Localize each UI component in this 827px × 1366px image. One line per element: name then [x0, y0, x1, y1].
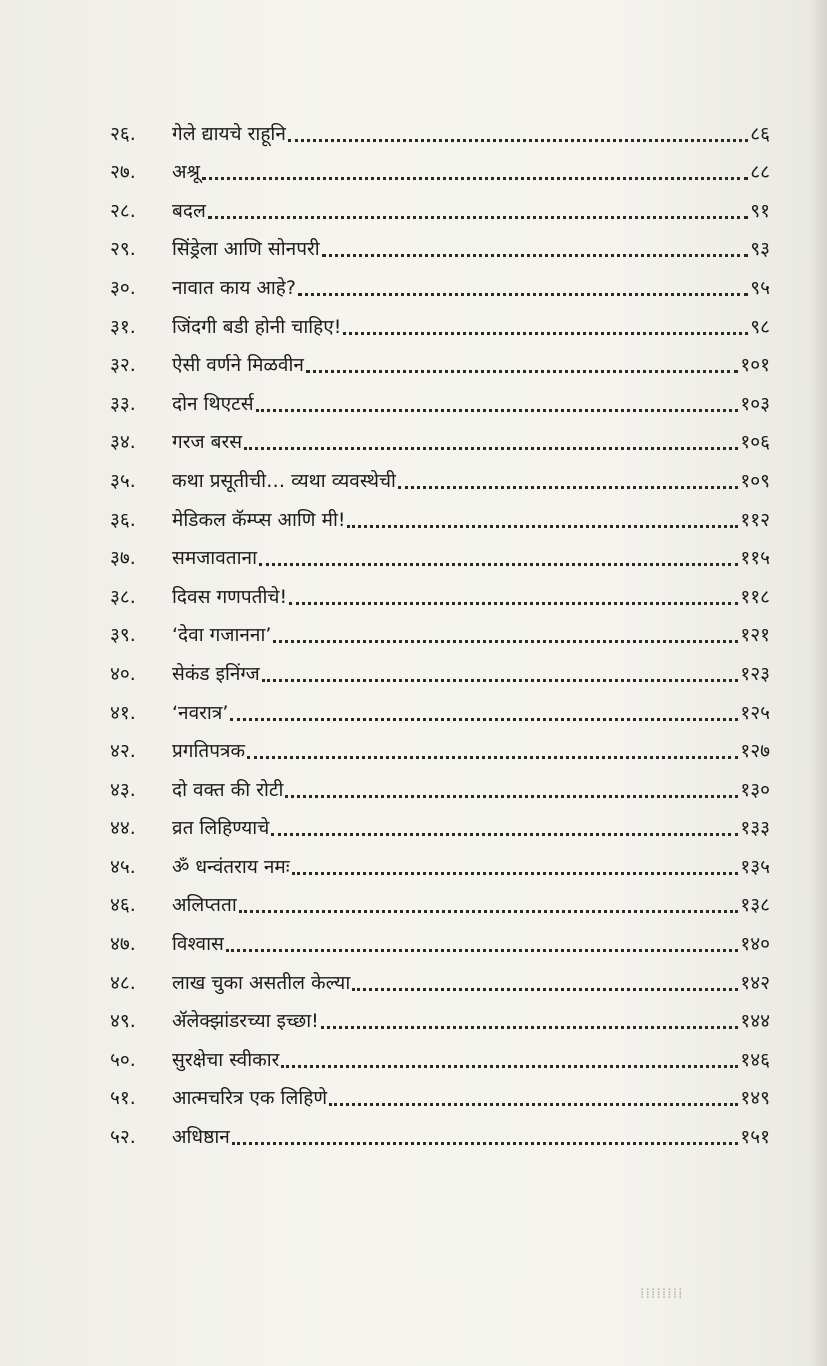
dot-leader [347, 524, 738, 528]
dot-leader [247, 755, 738, 759]
toc-entry [110, 571, 770, 610]
toc-entry [110, 455, 770, 494]
toc-entry [110, 417, 770, 456]
toc-entry-number: २६. [110, 122, 136, 145]
toc-entry-page-number: १०६ [740, 431, 770, 454]
toc-entry [110, 1034, 770, 1073]
toc-entry-number: ३६. [110, 508, 136, 531]
dot-leader [322, 253, 749, 257]
toc-entry [110, 803, 770, 842]
toc-entry-number: ४३. [110, 778, 136, 801]
toc-entry-title: बदल [172, 199, 206, 222]
toc-entry-page-number: १३८ [740, 894, 770, 917]
toc-entry-title: सिंड्रेला आणि सोनपरी [172, 238, 320, 261]
toc-entry-page-number: १३३ [740, 817, 770, 840]
toc-entry-number: २९. [110, 238, 136, 261]
dot-leader [292, 871, 739, 875]
toc-entry-page-number: ८८ [750, 161, 770, 184]
toc-entry-title: अलिप्तता [172, 894, 237, 917]
dot-leader [289, 601, 738, 605]
toc-entry [110, 108, 770, 147]
toc-entry-page-number: १२५ [740, 701, 770, 724]
toc-entry-title: ‘देवा गजानना’ [172, 624, 272, 647]
toc-entry-page-number: १२७ [740, 740, 770, 763]
toc-entry-number: ३७. [110, 547, 136, 570]
toc-entry-number: ४०. [110, 662, 136, 685]
toc-entry-title: जिंदगी बडी होनी चाहिए! [172, 315, 342, 338]
toc-entry-number: ५०. [110, 1048, 136, 1071]
toc-entry-page-number: १५१ [740, 1126, 770, 1149]
toc-entry-number: ४८. [110, 971, 136, 994]
dot-leader [281, 1064, 738, 1068]
toc-entry-title: प्रगतिपत्रक [172, 740, 246, 763]
toc-entry-number: ४७. [110, 933, 136, 956]
toc-entry-title: मेडिकल कॅम्प्स आणि मी! [172, 508, 346, 531]
toc-entry-number: ३४. [110, 431, 136, 454]
toc-entry-number: २८. [110, 199, 136, 222]
toc-entry-title: नावात काय आहे? [172, 276, 296, 299]
toc-entry-page-number: १०१ [740, 354, 770, 377]
toc-entry-title: विश्वास [172, 933, 224, 956]
dot-leader [230, 717, 738, 721]
dot-leader [239, 909, 739, 913]
toc-entry-page-number: ११८ [740, 585, 770, 608]
toc-entry-page-number: १०९ [740, 469, 770, 492]
toc-entry-page-number: १४० [740, 933, 770, 956]
toc-entry-title: कथा प्रसूतीची… व्यथा व्यवस्थेची [172, 469, 396, 492]
toc-entry-title: समजावताना [172, 547, 258, 570]
dot-leader [298, 292, 748, 296]
toc-entry-page-number: १४४ [740, 1010, 770, 1033]
toc-entry [110, 301, 770, 340]
toc-entry-number: ४२. [110, 740, 136, 763]
toc-entry [110, 880, 770, 919]
toc-entry-page-number: १२१ [740, 624, 770, 647]
toc-entry-title: अधिष्ठान [172, 1126, 230, 1149]
dot-leader [226, 948, 738, 952]
toc-entry-title: गेले द्यायचे राहूनि [172, 122, 286, 145]
toc-entry-page-number: १२३ [740, 662, 770, 685]
toc-entry-number: ४५. [110, 855, 136, 878]
toc-entry-number: ५२. [110, 1126, 136, 1149]
dot-leader [273, 639, 738, 643]
toc-entry-title: गरज बरस [172, 431, 243, 454]
page-bottom-mark: ⁞⁞⁞⁞⁞⁞⁞⁞ [640, 1286, 684, 1302]
toc-entry-title: सुरक्षेचा स्वीकार [172, 1048, 280, 1071]
toc-entry [110, 533, 770, 572]
toc-entry-number: ४१. [110, 701, 136, 724]
dot-leader [208, 215, 748, 219]
toc-entry [110, 764, 770, 803]
toc-entry-page-number: १४९ [740, 1087, 770, 1110]
toc-entry-number: २७. [110, 161, 136, 184]
toc-entry-number: ३२. [110, 354, 136, 377]
toc-entry-title: दिवस गणपतीचे! [172, 585, 288, 608]
dot-leader [398, 485, 738, 489]
table-of-contents [110, 108, 770, 1150]
toc-entry-title: अश्रू [172, 161, 200, 184]
toc-entry [110, 224, 770, 263]
toc-entry [110, 996, 770, 1035]
toc-entry-number: ३०. [110, 276, 136, 299]
toc-entry [110, 262, 770, 301]
toc-entry [110, 918, 770, 957]
toc-entry-title: ऐसी वर्णने मिळवीन [172, 354, 304, 377]
toc-entry-page-number: १३५ [740, 855, 770, 878]
toc-entry-title: व्रत लिहिण्याचे [172, 817, 270, 840]
dot-leader [285, 794, 738, 798]
dot-leader [244, 446, 738, 450]
toc-entry-page-number: ११२ [740, 508, 770, 531]
dot-leader [271, 832, 738, 836]
toc-entry [110, 841, 770, 880]
toc-entry-page-number: ८६ [750, 122, 770, 145]
toc-entry-title: ‘नवरात्र’ [172, 701, 229, 724]
toc-entry [110, 648, 770, 687]
toc-entry-title: सेकंड इनिंग्ज [172, 662, 260, 685]
dot-leader [306, 369, 738, 373]
toc-entry-number: ४९. [110, 1010, 136, 1033]
dot-leader [262, 678, 739, 682]
toc-entry [110, 185, 770, 224]
toc-entry [110, 1111, 770, 1150]
toc-entry-title: लाख चुका असतील केल्या [172, 971, 351, 994]
toc-entry [110, 494, 770, 533]
toc-entry [110, 610, 770, 649]
toc-entry-title: आत्मचरित्र एक लिहिणे [172, 1087, 328, 1110]
dot-leader [352, 987, 738, 991]
toc-entry-number: ३३. [110, 392, 136, 415]
toc-entry-page-number: ९३ [750, 238, 770, 261]
toc-entry-page-number: १०३ [740, 392, 770, 415]
toc-entry [110, 340, 770, 379]
dot-leader [232, 1141, 739, 1145]
toc-entry-page-number: १४६ [740, 1048, 770, 1071]
toc-entry-number: ४६. [110, 894, 136, 917]
toc-entry [110, 957, 770, 996]
dot-leader [202, 176, 748, 180]
toc-entry [110, 378, 770, 417]
dot-leader [288, 138, 748, 142]
toc-entry-number: ३९. [110, 624, 136, 647]
toc-entry [110, 726, 770, 765]
dot-leader [256, 408, 739, 412]
dot-leader [343, 331, 748, 335]
toc-entry-number: ३५. [110, 469, 136, 492]
toc-entry [110, 147, 770, 186]
toc-entry-title: दोन थिएटर्स [172, 392, 254, 415]
toc-entry-title: ॲलेक्झांडरच्या इच्छा! [172, 1010, 319, 1033]
toc-entry-number: ३८. [110, 585, 136, 608]
toc-entry-page-number: ९८ [750, 315, 770, 338]
toc-entry-page-number: ९१ [750, 199, 770, 222]
dot-leader [321, 1025, 739, 1029]
dot-leader [259, 562, 738, 566]
dot-leader [329, 1102, 738, 1106]
toc-entry [110, 1073, 770, 1112]
toc-entry-number: ५१. [110, 1087, 136, 1110]
page-edge-shadow [809, 0, 827, 1366]
toc-entry [110, 687, 770, 726]
toc-entry-title: दो वक्त की रोटी [172, 778, 284, 801]
toc-entry-page-number: १४२ [740, 971, 770, 994]
toc-entry-number: ३१. [110, 315, 136, 338]
toc-entry-number: ४४. [110, 817, 136, 840]
toc-entry-page-number: ११५ [740, 547, 770, 570]
toc-entry-page-number: १३० [740, 778, 770, 801]
toc-entry-page-number: ९५ [750, 276, 770, 299]
toc-entry-title: ॐ धन्वंतराय नमः [172, 855, 290, 878]
